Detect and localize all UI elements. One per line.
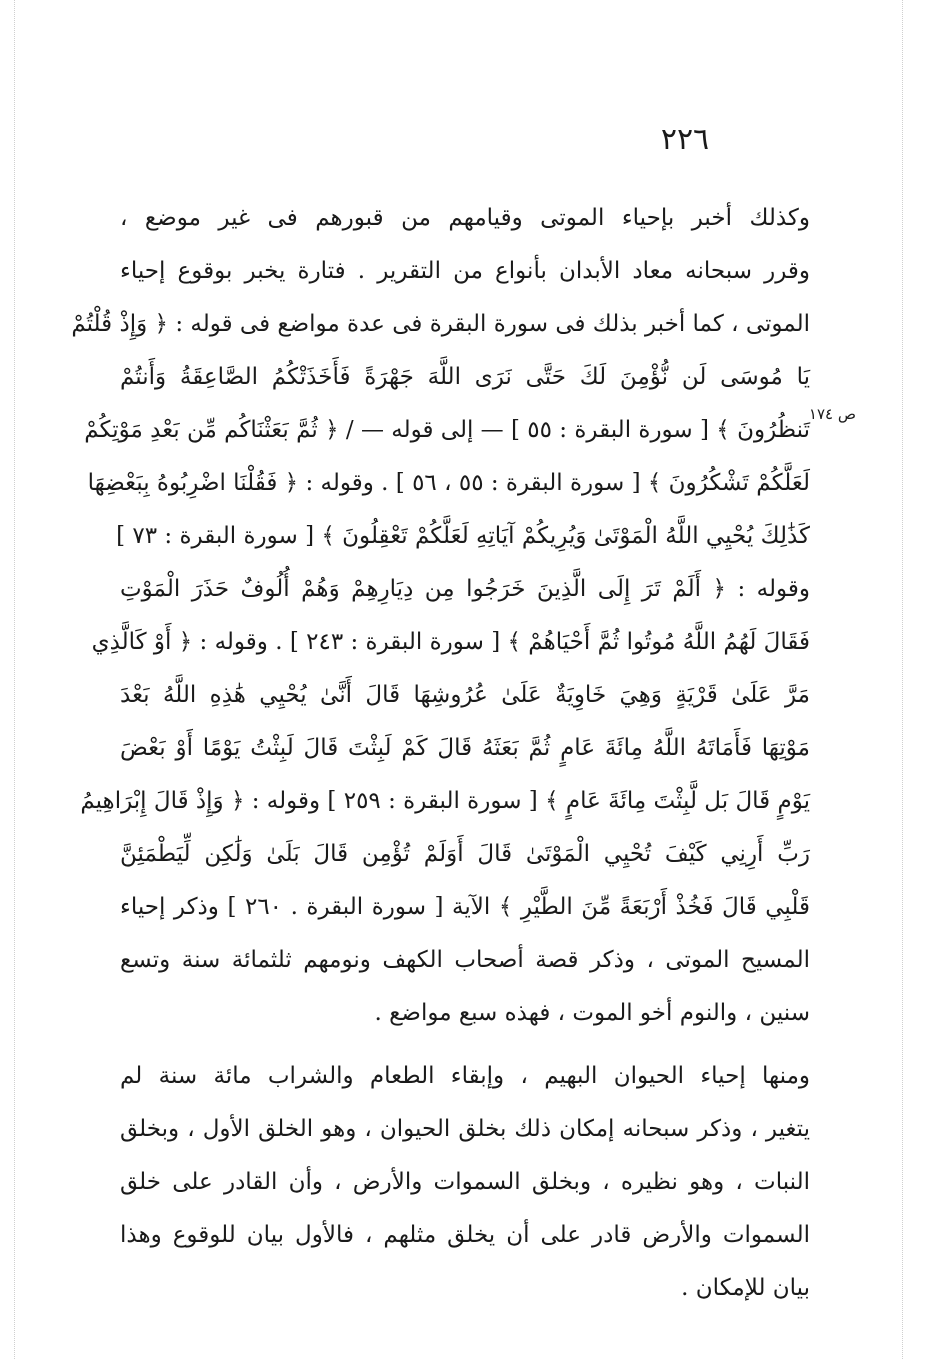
text-line: يتغير ، وذكر سبحانه إمكان ذلك بخلق الحيوان ، وهو الخلق الأول ، وبخلق (120, 1116, 810, 1142)
quran-verse-line: يَا مُوسَى لَن نُّؤْمِنَ لَكَ حَتَّى نَرَى اللَّهَ جَهْرَةً فَأَخَذَتْكُمُ الصَّاعِقَةُ وَأَنتُمْ (120, 364, 810, 390)
quran-verse-line: مَوْتِهَا فَأَمَاتَهُ اللَّهُ مِائَةَ عَامٍ ثُمَّ بَعَثَهُ قَالَ كَمْ لَبِثْتَ قَالَ لَبِثْتُ يَوْمًا أَوْ بَعْضَ (120, 735, 810, 761)
page-edge-left (14, 0, 15, 1359)
text-line: المسيح الموتى ، وذكر قصة أصحاب الكهف ونومهم ثلثمائة سنة وتسع (120, 947, 810, 973)
text-line: وكذلك أخبر بإحياء الموتى وقيامهم من قبورهم فى غير موضع ، (120, 205, 810, 231)
quran-verse-line: يَوْمٍ قَالَ بَل لَّبِثْتَ مِائَةَ عَامٍ ﴾ [ سورة البقرة : ٢٥٩ ] وقوله : ﴿ وَإِذْ قَالَ إِبْرَاهِيمُ (80, 788, 810, 814)
text-line: سنين ، والنوم أخو الموت ، فهذه سبع مواضع . (374, 1000, 810, 1026)
page-number: ٢٢٦ (660, 122, 710, 157)
text-line: الموتى ، كما أخبر بذلك فى سورة البقرة فى عدة مواضع فى قوله : ﴿ وَإِذْ قُلْتُمْ (71, 311, 810, 337)
text-line: بيان للإمكان . (681, 1275, 810, 1301)
text-line: النبات ، وهو نظيره ، وبخلق السموات والأرض ، وأن القادر على خلق (120, 1169, 810, 1195)
page-edge-right (902, 0, 903, 1359)
paragraph (120, 1050, 810, 1315)
quran-verse-line: مَرَّ عَلَىٰ قَرْيَةٍ وَهِيَ خَاوِيَةٌ عَلَىٰ عُرُوشِهَا قَالَ أَنَّىٰ يُحْيِي هَٰذِهِ اللَّهُ بَعْدَ (120, 682, 810, 708)
margin-page-reference: ص ١٧٤ (808, 405, 856, 423)
quran-verse-line: لَعَلَّكُمْ تَشْكُرُونَ ﴾ [ سورة البقرة : ٥٥ ، ٥٦ ] . وقوله : ﴿ فَقُلْنَا اضْرِبُوهُ بِبَعْضِهَا (87, 470, 810, 496)
document-body (71, 192, 810, 1315)
quran-verse-line: فَقَالَ لَهُمُ اللَّهُ مُوتُوا ثُمَّ أَحْيَاهُمْ ﴾ [ سورة البقرة : ٢٤٣ ] . وقوله : ﴿ أَوْ كَالَّذِي (91, 629, 810, 655)
text-line: السموات والأرض قادر على أن يخلق مثلهم ، فالأول بيان للوقوع وهذا (120, 1222, 810, 1248)
paragraph-gap (120, 1040, 810, 1050)
text-line: وقرر سبحانه معاد الأبدان بأنواع من التقرير . فتارة يخبر بوقوع إحياء (120, 258, 810, 284)
quran-verse-line: وقوله : ﴿ أَلَمْ تَرَ إِلَى الَّذِينَ خَرَجُوا مِن دِيَارِهِمْ وَهُمْ أُلُوفٌ حَذَرَ الْمَوْتِ (120, 576, 810, 602)
quran-verse-line: قَلْبِي قَالَ فَخُذْ أَرْبَعَةً مِّنَ الطَّيْرِ ﴾ الآية [ سورة البقرة . ٢٦٠ ] وذكر إحياء (120, 894, 810, 920)
quran-verse-line: رَبِّ أَرِنِي كَيْفَ تُحْيِي الْمَوْتَىٰ قَالَ أَوَلَمْ تُؤْمِن قَالَ بَلَىٰ وَلَٰكِن لِّيَطْمَئِنَّ (120, 841, 810, 867)
text-line: ومنها إحياء الحيوان البهيم ، وإبقاء الطعام والشراب مائة سنة لم (120, 1063, 810, 1089)
quran-verse-line: تَنظُرُونَ ﴾ [ سورة البقرة : ٥٥ ] — إلى قوله — / ﴿ ثُمَّ بَعَثْنَاكُم مِّن بَعْدِ مَوْتِكُمْ (84, 417, 810, 443)
paragraph (71, 192, 810, 1040)
quran-verse-line: كَذَٰلِكَ يُحْيِي اللَّهُ الْمَوْتَىٰ وَيُرِيكُمْ آيَاتِهِ لَعَلَّكُمْ تَعْقِلُونَ ﴾ [ سورة البقرة : ٧٣ ] (116, 523, 810, 549)
